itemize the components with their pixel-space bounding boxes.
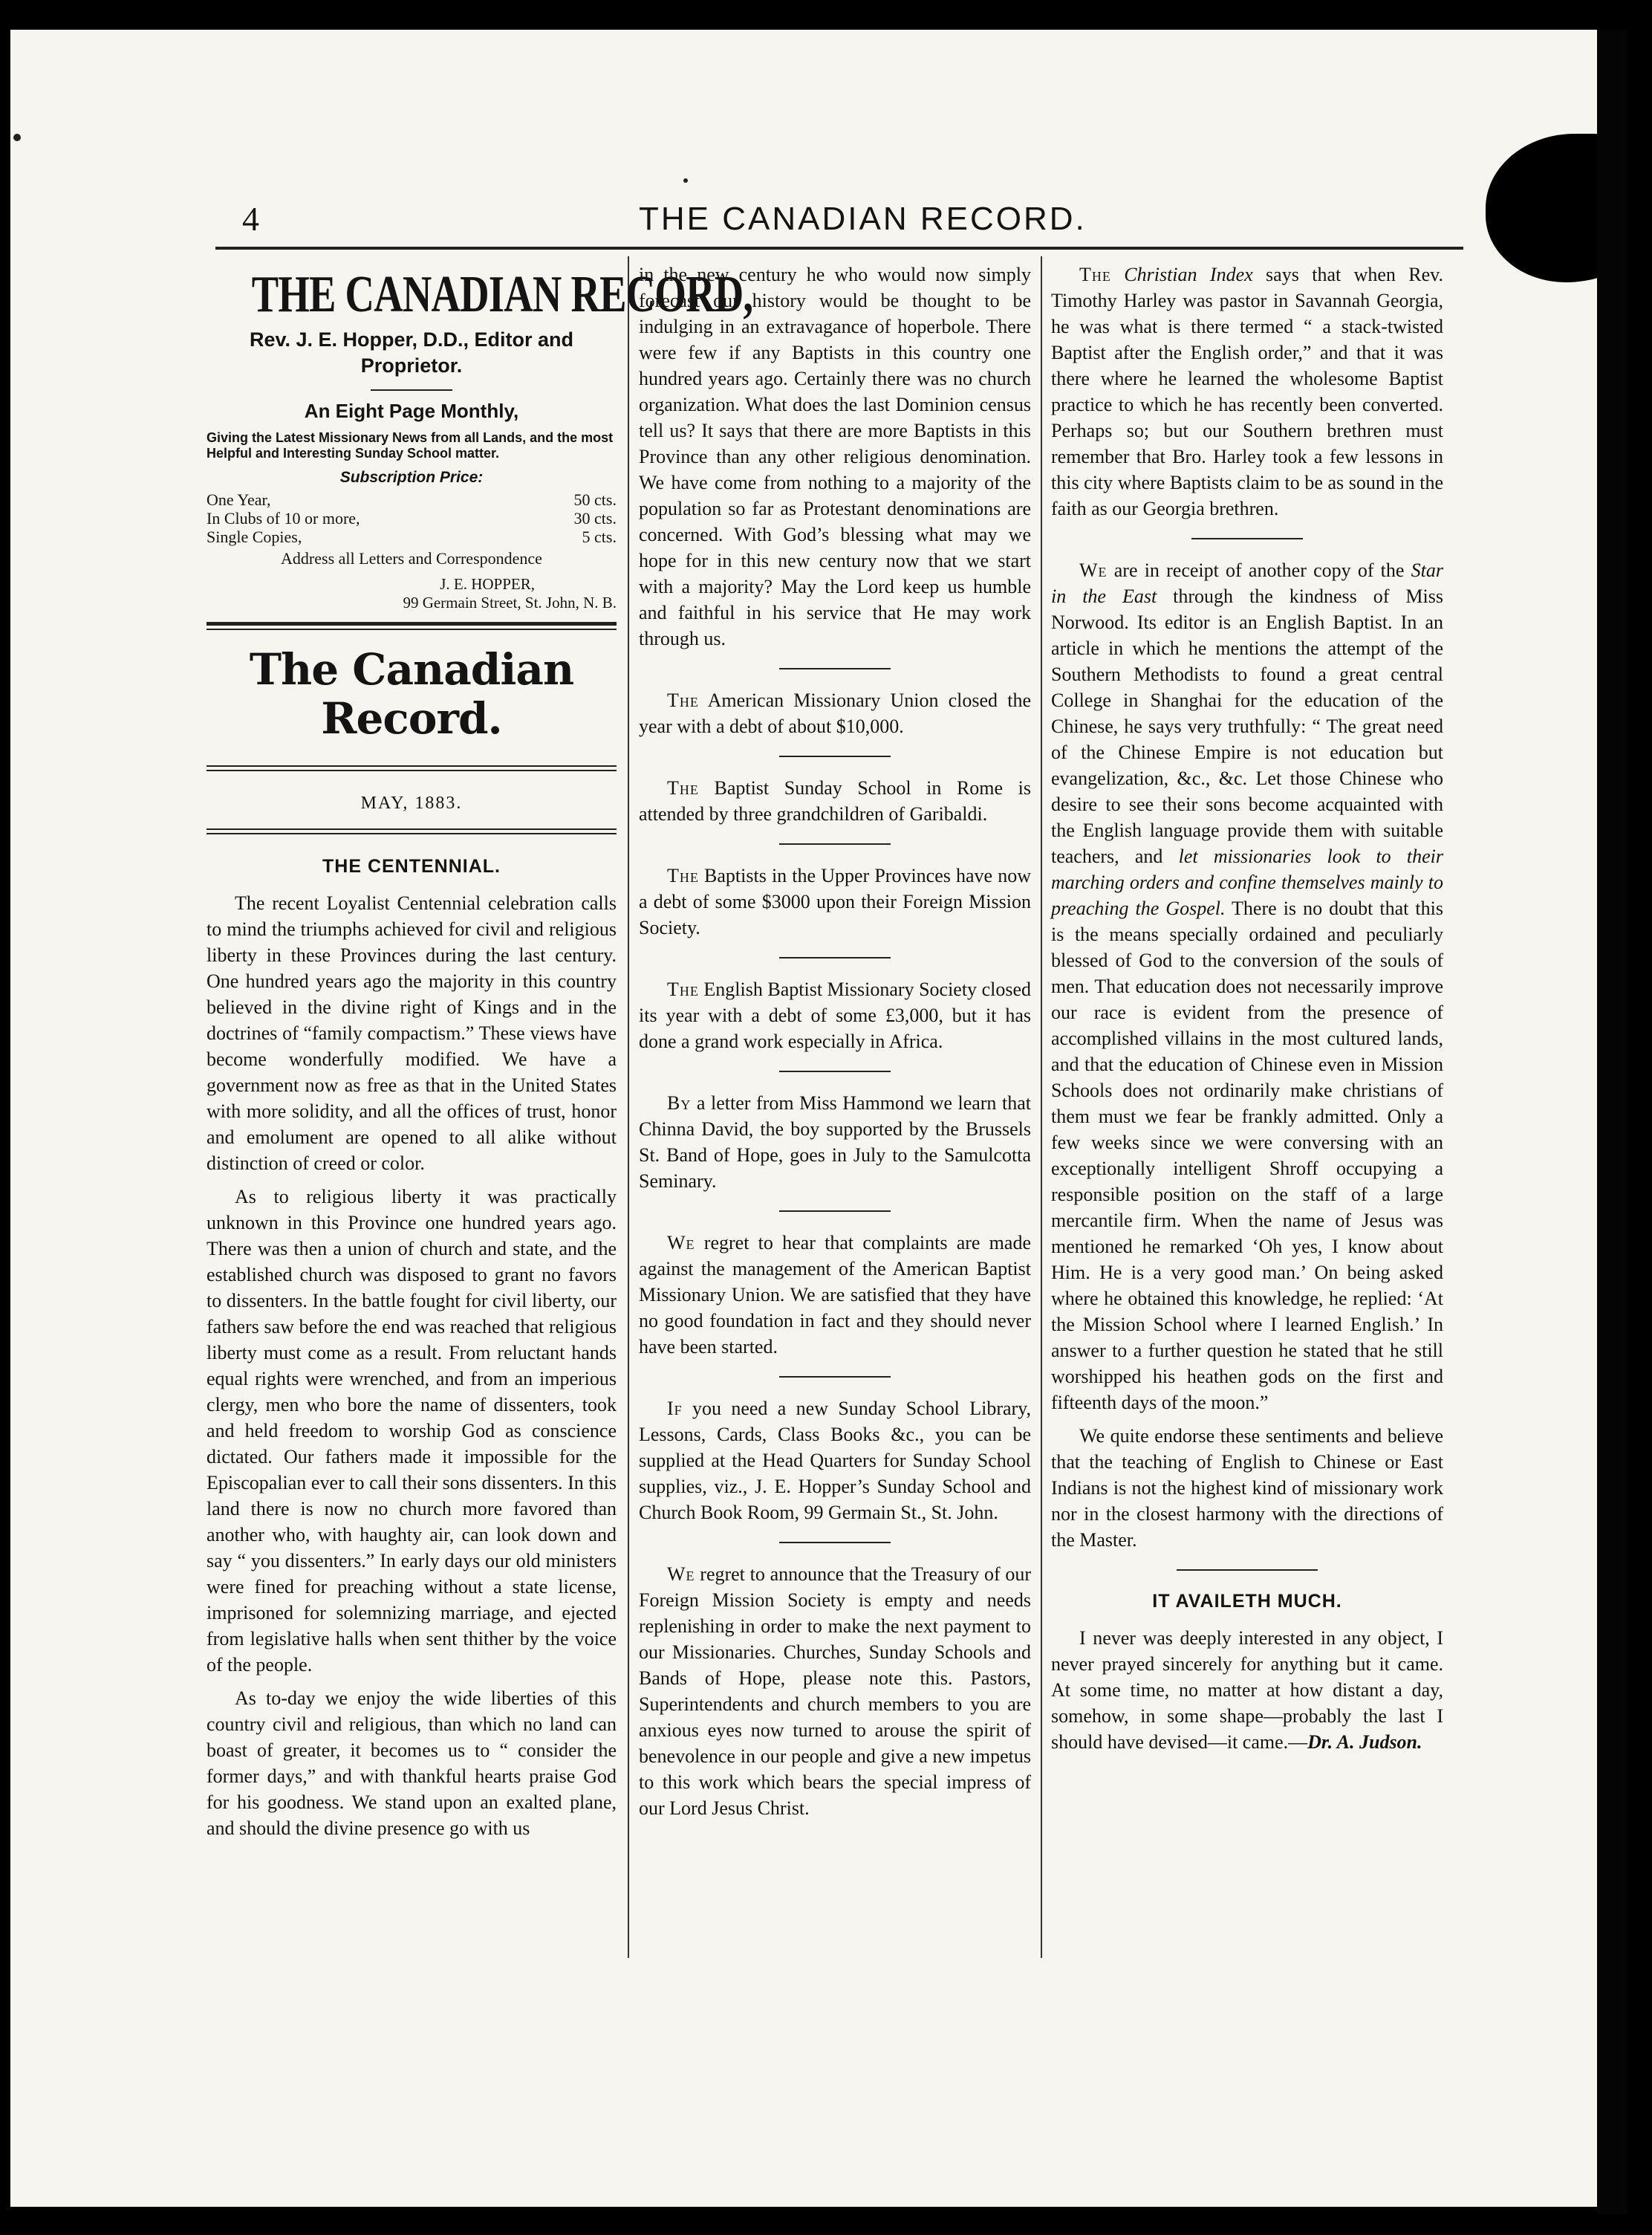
ink-blot: [1486, 134, 1652, 282]
masthead-editor: Rev. J. E. Hopper, D.D., Editor and Proprietor.: [249, 328, 574, 377]
item-lead: The: [667, 865, 699, 886]
item-separator: [779, 957, 891, 958]
price-label: One Year,: [206, 490, 271, 509]
item-text: you need a new Sunday School Library, Lessons, Cards, Class Books &c., you can be supplied at the Head Quarters for Sunday School supplies, viz., J. E. Hopper’s Sunday School and Church Book Room, 99 Germain St., St. John.: [639, 1398, 1031, 1523]
article-heading: THE CENTENNIAL.: [322, 856, 501, 877]
news-item: [1051, 262, 1443, 522]
price-value: 5 cts.: [582, 528, 617, 546]
item-text: Baptist Sunday School in Rome is attended by three grandchildren of Garibaldi.: [639, 777, 1031, 825]
item-lead: The: [667, 690, 699, 711]
page-number: 4: [242, 200, 259, 238]
item-separator: [779, 1071, 891, 1072]
news-item: [639, 976, 1031, 1054]
item-separator: [1191, 538, 1303, 539]
column-3: [1051, 262, 1443, 1762]
issue-date: MAY, 1883.: [360, 794, 463, 813]
news-item: [639, 687, 1031, 739]
column-rule: [1041, 256, 1042, 1958]
article-paragraph: As to-day we enjoy the wide liberties of this country civil and religious, than which no land can boast of greater, it becomes us to “ consider the former days,” and with thankful hearts praise God for his goodness. We stand upon an exalted plane, and should the divine presence go with us: [206, 1687, 617, 1839]
speck: [13, 134, 21, 141]
masthead-thick-rule: [206, 622, 617, 626]
item-text: regret to hear that complaints are made against the management of the American Baptist Missionary Union. We are satisfied that they have no good foundation in fact and they should never have been started.: [639, 1232, 1031, 1357]
item-separator: [779, 668, 891, 669]
column-2: [639, 262, 1031, 1829]
item-text: There is no doubt that this is the means specially ordained and peculiarly blessed of God to the conversion of the souls of men. That education does not necessarily improve our race is evident from the presence of accomplished villains in the most cultured lands, and that the education of Chinese even in Mission Schools does not ordinarily make christians of them must we fear be frankly admitted. Only a few weeks since we were conversing with an exceptionally intelligent Shroff occupying a responsible position on the staff of a large mercantile firm. When the name of Jesus was mentioned he remarked ‘Oh yes, I know about Him. He is a very good man.’ On being asked where he obtained this knowledge, he replied: ‘At the Mission School where I learned English.’ In answer to a further question he stated that he still worshipped his heathen gods on the first and fifteenth days of the moon.”: [1051, 898, 1443, 1413]
item-separator: [779, 1542, 891, 1543]
item-separator: [779, 843, 891, 845]
column-1: [206, 262, 753, 1849]
subscription-heading: Subscription Price:: [339, 469, 484, 486]
publication-title: Christian Index: [1124, 264, 1253, 285]
publisher-name: J. E. HOPPER,: [440, 575, 535, 593]
price-label: Single Copies,: [206, 528, 302, 546]
news-item: [1051, 557, 1443, 1415]
price-row: [206, 528, 617, 546]
item-text: American Missionary Union closed the year with a debt of about $10,000.: [639, 690, 1031, 737]
news-item: [639, 1230, 1031, 1360]
column-rule: [628, 256, 629, 1958]
item-text: says that when Rev. Timothy Harley was pastor in Savannah Georgia, he was what is there termed “ a stack-twisted Baptist after the English order,” and that it was there where he learned the wholesome Baptist practice to which he has recently been converted. Perhaps so; but our Southern brethren must remember that Bro. Harley took a few lessons in this city where Baptists claim to be as sound in the faith as our Georgia brethren.: [1051, 264, 1443, 519]
price-row: [206, 509, 617, 528]
item-separator: [779, 1210, 891, 1212]
item-text: through the kindness of Miss Norwood. Its editor is an English Baptist. In an article in which he mentions the attempt of the Southern Methodists to found a great central College in Shanghai for the education of the Chinese, he says very truthfully: “ The great need of the Chinese Empire is not education but evangelization, &c., &c. Let those Chinese who desire to see their sons become acquainted with the English language provide them with suitable teachers, and: [1051, 585, 1443, 867]
date-rule: [206, 828, 617, 834]
item-text: regret to announce that the Treasury of our Foreign Mission Society is empty and needs replenishing in order to make the next payment to our Missionaries. Churches, Sunday Schools and Bands of Hope, please note this. Pastors, Superintendents and church members to you are anxious eyes now turned to arouse the spirit of benevolence in our people and give a new impetus to this work which bears the special impress of our Lord Jesus Christ.: [639, 1563, 1031, 1819]
item-lead: We: [667, 1563, 695, 1585]
item-lead: The: [667, 979, 699, 1000]
news-item: [639, 775, 1031, 827]
item-lead: If: [667, 1398, 683, 1419]
price-row: [206, 490, 617, 509]
quote-paragraph: [1051, 1625, 1443, 1755]
item-lead: The: [667, 777, 699, 799]
publication-title: Star in the East: [1051, 559, 1443, 607]
price-value: 50 cts.: [573, 490, 617, 509]
masthead-frequency: An Eight Page Monthly,: [304, 400, 519, 422]
item-lead: The: [1079, 264, 1111, 285]
price-label: In Clubs of 10 or more,: [206, 509, 360, 528]
page-edge-shadow: [1597, 30, 1627, 2214]
article-continuation: in the new century he who would now simply forecast our history would be thought to be indulging in an extravagance of hoperbole. There were few if any Baptists in this country one hundred years ago. Certainly there was no church organization. What does the last Dominion census tell us? It says that there are more Baptists in this Province than any other religious denomination. We have come from nothing to a majority of the population so far as Protestant denominations are concerned. With God’s blessing what may we hope for in this new century now that we start with a majority? May the Lord keep us humble and faithful in his service that He may work through us.: [639, 264, 1031, 649]
address-line: Address all Letters and Correspondence: [281, 549, 542, 568]
news-item: [639, 1090, 1031, 1194]
article-paragraph: As to religious liberty it was practically unknown in this Province one hundred years ago. There was then a union of church and state, and the established church was disposed to grant no favors to dissenters. In the battle fought for civil liberty, our fathers saw before the end was reached that religious liberty must come as a result. From reluctant hands equal rights were wrenched, and from an imperious clergy, men who bore the name of dissenters, took and held freedom to worship God as conscience dictated. Our fathers made it impossible for the Episcopalian ever to call their sons dissenters. In this land there is now no church more favored than another who, with haughty air, can look down and say “ you dissenters.” In early days our old ministers were fined for preaching without a state license, imprisoned for solemnizing marriage, and ejected from legislative halls when sent thither by the voice of the people.: [206, 1186, 617, 1676]
running-title: THE CANADIAN RECORD.: [639, 201, 1087, 237]
quote-text: I never was deeply interested in any object, I never prayed sincerely for anything but it came. At some time, no matter at how distant a day, somehow, in some shape—probably the last I should have devised—it came.—: [1051, 1627, 1443, 1753]
item-text: English Baptist Missionary Society closed its year with a debt of some £3,000, but it has done a grand work especially in Africa.: [639, 979, 1031, 1052]
item-lead: By: [667, 1092, 692, 1114]
news-item: [639, 1561, 1031, 1821]
item-separator: [779, 1376, 891, 1378]
publisher-street: 99 Germain Street, St. John, N. B.: [403, 594, 617, 612]
masthead-description: Giving the Latest Missionary News from all Lands, and the most Helpful and Interesting Sunday School matter.: [206, 430, 614, 461]
item-lead: We: [1079, 559, 1108, 581]
nameplate-rule: [206, 765, 617, 771]
item-text: a letter from Miss Hammond we learn that Chinna David, the boy supported by the Brussels St. Band of Hope, goes in July to the Samulcotta Seminary.: [639, 1092, 1031, 1192]
item-lead: We: [667, 1232, 695, 1253]
article-heading: IT AVAILETH MUCH.: [1152, 1591, 1342, 1612]
news-item: [639, 1395, 1031, 1525]
speck: [683, 178, 688, 183]
quote-attribution: Dr. A. Judson.: [1307, 1731, 1422, 1753]
nameplate: The Canadian Record.: [249, 644, 574, 744]
price-value: 30 cts.: [573, 509, 617, 528]
item-text: are in receipt of another copy of the: [1107, 559, 1411, 581]
masthead-rule: [371, 389, 452, 391]
news-item: [639, 863, 1031, 941]
italic-quote: let missionaries look to their marching orders and confine themselves mainly to preaching the Gospel.: [1051, 846, 1443, 919]
masthead-title: THE CANADIAN RECORD,: [251, 266, 753, 323]
item-separator: [1177, 1569, 1318, 1571]
article-paragraph: We quite endorse these sentiments and believe that the teaching of English to Chinese or East Indians is not the highest kind of missionary work nor in the closest harmony with the directions of the Master.: [1051, 1425, 1443, 1551]
masthead-thin-rule: [206, 629, 617, 630]
header-rule: [215, 247, 1463, 250]
article-paragraph: The recent Loyalist Centennial celebration calls to mind the triumphs achieved for civil and religious liberty in these Provinces during the last century. One hundred years ago the majority in this country believed in the divine right of Kings and in the doctrines of “family compactism.” These views have become wonderfully modified. We have a government now as free as that in the United States with more solidity, and all the offices of trust, honor and emolument are opened to all alike without distinction of creed or color.: [206, 892, 617, 1174]
item-separator: [779, 756, 891, 757]
item-text: Baptists in the Upper Provinces have now a debt of some $3000 upon their Foreign Mission Society.: [639, 865, 1031, 938]
